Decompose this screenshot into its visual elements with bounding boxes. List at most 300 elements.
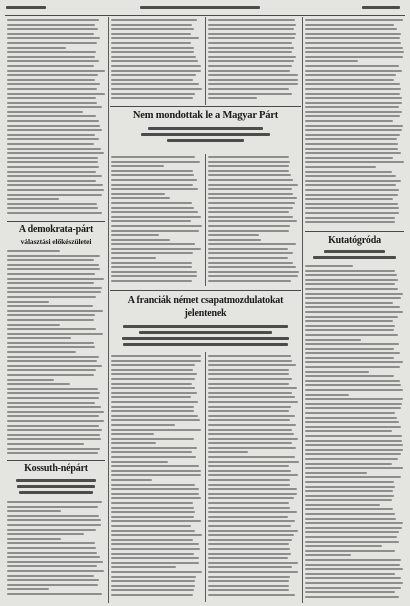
text-line bbox=[7, 448, 100, 450]
text-line bbox=[208, 156, 289, 158]
text-line bbox=[208, 548, 290, 550]
text-line bbox=[305, 504, 380, 506]
text-line bbox=[111, 42, 191, 44]
text-line bbox=[7, 561, 103, 563]
text-line bbox=[111, 419, 200, 421]
text-line bbox=[111, 216, 201, 218]
text-line bbox=[111, 406, 194, 408]
text-line bbox=[19, 491, 94, 494]
text-line bbox=[17, 485, 96, 488]
text-line bbox=[7, 33, 94, 35]
text-line bbox=[7, 552, 97, 554]
text-line bbox=[305, 19, 403, 21]
text-line bbox=[208, 88, 289, 90]
text-line bbox=[111, 184, 193, 186]
text-line bbox=[7, 452, 98, 454]
text-line bbox=[7, 374, 94, 376]
article-text bbox=[7, 250, 105, 458]
text-line bbox=[7, 111, 83, 113]
text-line bbox=[123, 325, 287, 328]
text-line bbox=[7, 278, 104, 280]
text-line bbox=[7, 324, 60, 326]
text-line bbox=[111, 234, 159, 236]
text-line bbox=[305, 361, 403, 363]
text-line bbox=[305, 582, 403, 584]
text-line bbox=[208, 60, 294, 62]
text-line bbox=[305, 148, 398, 150]
text-line bbox=[7, 310, 103, 312]
text-line bbox=[208, 557, 288, 559]
text-line bbox=[111, 456, 196, 458]
text-line bbox=[208, 207, 293, 209]
text-line bbox=[208, 97, 257, 99]
text-line bbox=[208, 74, 298, 76]
text-line bbox=[208, 502, 289, 504]
text-line bbox=[305, 435, 402, 437]
text-line bbox=[7, 383, 70, 385]
text-line bbox=[7, 194, 102, 196]
section-rule bbox=[110, 290, 301, 291]
text-line bbox=[305, 138, 397, 140]
text-line bbox=[7, 264, 99, 266]
text-line bbox=[305, 60, 358, 62]
text-line bbox=[7, 198, 59, 200]
text-line bbox=[7, 83, 100, 85]
text-line bbox=[111, 248, 201, 250]
text-line bbox=[305, 83, 400, 85]
article-text bbox=[208, 19, 299, 103]
french-headline-line-2: jelentenek bbox=[184, 308, 227, 319]
text-line bbox=[305, 449, 403, 451]
text-line bbox=[305, 175, 396, 177]
text-line bbox=[111, 525, 191, 527]
text-line bbox=[7, 337, 71, 339]
text-line bbox=[111, 493, 199, 495]
text-line bbox=[7, 207, 98, 209]
text-line bbox=[208, 24, 296, 26]
text-line bbox=[208, 266, 296, 268]
text-line bbox=[7, 319, 94, 321]
text-line bbox=[208, 543, 289, 545]
text-line bbox=[208, 56, 296, 58]
text-line bbox=[208, 406, 291, 408]
text-line bbox=[305, 444, 403, 446]
text-line bbox=[111, 530, 195, 532]
text-line bbox=[7, 588, 49, 590]
text-line bbox=[111, 24, 192, 26]
text-line bbox=[208, 433, 294, 435]
column-divider bbox=[108, 17, 109, 603]
text-line bbox=[111, 580, 195, 582]
text-line bbox=[111, 447, 197, 449]
text-line bbox=[208, 383, 289, 385]
text-line bbox=[208, 65, 292, 67]
text-line bbox=[7, 273, 95, 275]
text-line bbox=[111, 410, 194, 412]
text-line bbox=[208, 585, 289, 587]
text-line bbox=[111, 553, 194, 555]
text-line bbox=[111, 188, 198, 190]
column-divider bbox=[205, 352, 206, 602]
text-line bbox=[7, 115, 96, 117]
header-date bbox=[6, 6, 46, 12]
text-line bbox=[305, 591, 395, 593]
text-line bbox=[305, 398, 403, 400]
text-line bbox=[305, 320, 393, 322]
text-line bbox=[324, 250, 385, 253]
text-line bbox=[208, 355, 291, 357]
text-line bbox=[111, 516, 194, 518]
text-line bbox=[305, 166, 376, 168]
text-line bbox=[208, 19, 295, 21]
text-line bbox=[208, 553, 291, 555]
magyar-party-subheadline bbox=[140, 127, 271, 149]
text-line bbox=[111, 56, 196, 58]
text-line bbox=[111, 502, 193, 504]
text-line bbox=[305, 42, 401, 44]
text-line bbox=[7, 166, 99, 168]
text-line bbox=[305, 207, 399, 209]
text-line bbox=[111, 266, 192, 268]
text-line bbox=[305, 522, 403, 524]
text-line bbox=[111, 170, 193, 172]
text-line bbox=[111, 589, 194, 591]
text-line bbox=[7, 291, 101, 293]
text-line bbox=[7, 579, 99, 581]
text-line bbox=[305, 279, 398, 281]
text-line bbox=[7, 575, 94, 577]
text-line bbox=[305, 106, 399, 108]
text-line bbox=[305, 171, 392, 173]
text-line bbox=[7, 106, 102, 108]
text-line bbox=[111, 28, 194, 30]
text-line bbox=[7, 51, 96, 53]
text-line bbox=[111, 360, 201, 362]
text-line bbox=[305, 134, 400, 136]
text-line bbox=[7, 584, 98, 586]
text-line bbox=[305, 596, 399, 598]
text-line bbox=[305, 47, 403, 49]
text-line bbox=[111, 401, 198, 403]
text-line bbox=[208, 438, 298, 440]
article-text bbox=[111, 156, 202, 286]
text-line bbox=[305, 426, 401, 428]
text-line bbox=[305, 403, 402, 405]
text-line bbox=[208, 33, 296, 35]
text-line bbox=[7, 93, 105, 95]
text-line bbox=[7, 420, 104, 422]
text-line bbox=[208, 479, 290, 481]
text-line bbox=[305, 88, 401, 90]
text-line bbox=[208, 392, 292, 394]
text-line bbox=[111, 93, 195, 95]
text-line bbox=[305, 554, 351, 556]
text-line bbox=[305, 348, 394, 350]
text-line bbox=[111, 88, 202, 90]
text-line bbox=[305, 527, 402, 529]
text-line bbox=[7, 406, 101, 408]
text-line bbox=[111, 97, 193, 99]
text-line bbox=[111, 465, 199, 467]
text-line bbox=[7, 120, 99, 122]
text-line bbox=[111, 539, 193, 541]
article-text bbox=[111, 355, 202, 601]
text-line bbox=[208, 488, 297, 490]
text-line bbox=[7, 333, 103, 335]
text-line bbox=[208, 520, 295, 522]
text-line bbox=[208, 225, 290, 227]
text-line bbox=[111, 202, 192, 204]
article-text bbox=[7, 19, 105, 219]
text-line bbox=[305, 467, 403, 469]
text-line bbox=[305, 564, 400, 566]
text-line bbox=[7, 529, 96, 531]
text-line bbox=[208, 410, 289, 412]
kossuth-party-subheadline bbox=[14, 479, 98, 499]
text-line bbox=[111, 576, 196, 578]
text-line bbox=[305, 375, 394, 377]
text-line bbox=[7, 369, 96, 371]
text-line bbox=[7, 250, 60, 252]
text-line bbox=[208, 51, 292, 53]
text-line bbox=[7, 79, 95, 81]
text-line bbox=[305, 421, 399, 423]
text-line bbox=[7, 102, 97, 104]
text-line bbox=[208, 42, 292, 44]
text-line bbox=[208, 497, 294, 499]
text-line bbox=[305, 412, 395, 414]
text-line bbox=[305, 212, 399, 214]
text-line bbox=[111, 37, 199, 39]
text-line bbox=[7, 415, 99, 417]
text-line bbox=[7, 287, 102, 289]
text-line bbox=[305, 499, 392, 501]
text-line bbox=[7, 47, 66, 49]
section-rule bbox=[7, 221, 105, 222]
text-line bbox=[111, 438, 194, 440]
text-line bbox=[208, 202, 295, 204]
text-line bbox=[305, 274, 397, 276]
text-line bbox=[305, 297, 401, 299]
text-line bbox=[208, 83, 298, 85]
text-line bbox=[7, 524, 101, 526]
text-line bbox=[111, 585, 195, 587]
text-line bbox=[111, 396, 191, 398]
text-line bbox=[111, 275, 197, 277]
text-line bbox=[111, 507, 194, 509]
text-line bbox=[305, 513, 395, 515]
text-line bbox=[305, 440, 402, 442]
text-line bbox=[7, 175, 102, 177]
text-line bbox=[305, 24, 394, 26]
text-line bbox=[208, 28, 294, 30]
text-line bbox=[111, 415, 198, 417]
text-line bbox=[305, 339, 361, 341]
text-line bbox=[305, 37, 400, 39]
text-line bbox=[111, 369, 193, 371]
text-line bbox=[111, 74, 196, 76]
text-line bbox=[111, 571, 202, 573]
text-line bbox=[208, 369, 289, 371]
text-line bbox=[305, 531, 399, 533]
text-line bbox=[7, 328, 96, 330]
text-line bbox=[305, 203, 398, 205]
text-line bbox=[7, 19, 99, 21]
text-line bbox=[208, 387, 297, 389]
text-line bbox=[111, 225, 202, 227]
text-line bbox=[305, 74, 396, 76]
text-line bbox=[305, 115, 400, 117]
text-line bbox=[305, 545, 382, 547]
text-line bbox=[111, 257, 156, 259]
header-page-number bbox=[362, 6, 400, 12]
text-line bbox=[305, 157, 393, 159]
text-line bbox=[111, 161, 200, 163]
text-line bbox=[7, 506, 98, 508]
text-line bbox=[208, 566, 292, 568]
text-line bbox=[305, 311, 403, 313]
text-line bbox=[208, 234, 259, 236]
text-line bbox=[7, 565, 97, 567]
text-line bbox=[111, 442, 156, 444]
article-text bbox=[208, 156, 299, 286]
text-line bbox=[208, 252, 293, 254]
text-line bbox=[305, 518, 396, 520]
text-line bbox=[208, 220, 297, 222]
text-line bbox=[305, 453, 401, 455]
text-line bbox=[305, 283, 395, 285]
text-line bbox=[111, 433, 154, 435]
text-line bbox=[208, 373, 289, 375]
text-line bbox=[7, 379, 54, 381]
section-rule bbox=[305, 231, 404, 232]
text-line bbox=[305, 65, 399, 67]
text-line bbox=[111, 230, 199, 232]
text-line bbox=[305, 536, 397, 538]
text-line bbox=[305, 161, 404, 163]
text-line bbox=[7, 138, 99, 140]
text-line bbox=[7, 70, 105, 72]
text-line bbox=[305, 458, 398, 460]
text-line bbox=[111, 451, 192, 453]
text-line bbox=[111, 534, 202, 536]
text-line bbox=[208, 419, 290, 421]
text-line bbox=[148, 127, 263, 130]
text-line bbox=[208, 188, 292, 190]
text-line bbox=[208, 511, 297, 513]
text-line bbox=[305, 384, 401, 386]
text-line bbox=[111, 392, 197, 394]
text-line bbox=[111, 65, 201, 67]
text-line bbox=[7, 255, 100, 257]
text-line bbox=[208, 184, 298, 186]
text-line bbox=[7, 42, 97, 44]
article-text bbox=[111, 19, 202, 103]
text-line bbox=[7, 296, 96, 298]
text-line bbox=[208, 396, 295, 398]
text-line bbox=[208, 239, 261, 241]
text-line bbox=[305, 217, 395, 219]
text-line bbox=[208, 243, 296, 245]
text-line bbox=[7, 346, 95, 348]
text-line bbox=[208, 539, 292, 541]
text-line bbox=[111, 262, 192, 264]
text-line bbox=[208, 262, 293, 264]
text-line bbox=[7, 143, 94, 145]
text-line bbox=[7, 88, 97, 90]
text-line bbox=[305, 143, 398, 145]
text-line bbox=[7, 134, 95, 136]
text-line bbox=[167, 139, 244, 142]
text-line bbox=[208, 248, 288, 250]
text-line bbox=[305, 407, 401, 409]
text-line bbox=[305, 28, 397, 30]
text-line bbox=[305, 288, 398, 290]
text-line bbox=[7, 570, 104, 572]
text-line bbox=[305, 352, 400, 354]
text-line bbox=[208, 576, 290, 578]
text-line bbox=[305, 577, 401, 579]
text-line bbox=[208, 429, 292, 431]
text-line bbox=[305, 184, 396, 186]
text-line bbox=[305, 380, 400, 382]
text-line bbox=[7, 388, 98, 390]
text-line bbox=[111, 562, 199, 564]
french-lead-paragraph bbox=[114, 325, 297, 350]
text-line bbox=[305, 486, 395, 488]
article-text bbox=[305, 265, 404, 601]
text-line bbox=[305, 189, 399, 191]
text-line bbox=[208, 424, 296, 426]
text-line bbox=[111, 470, 201, 472]
democrat-party-subheadline: választási előkészületei bbox=[20, 237, 92, 246]
text-line bbox=[7, 74, 98, 76]
text-line bbox=[111, 488, 199, 490]
text-line bbox=[111, 239, 170, 241]
text-line bbox=[305, 559, 401, 561]
text-line bbox=[208, 257, 288, 259]
text-line bbox=[208, 589, 289, 591]
text-line bbox=[7, 305, 93, 307]
kossuth-party-headline: Kossuth-népárt bbox=[24, 463, 88, 474]
text-line bbox=[313, 256, 396, 259]
text-line bbox=[208, 174, 291, 176]
text-line bbox=[208, 562, 298, 564]
text-line bbox=[208, 474, 298, 476]
text-line bbox=[208, 594, 295, 596]
text-line bbox=[111, 243, 195, 245]
text-line bbox=[111, 594, 193, 596]
text-line bbox=[7, 259, 94, 261]
text-line bbox=[111, 378, 195, 380]
text-line bbox=[111, 271, 197, 273]
text-line bbox=[305, 180, 401, 182]
text-line bbox=[7, 56, 95, 58]
text-line bbox=[7, 148, 101, 150]
text-line bbox=[305, 302, 393, 304]
text-line bbox=[111, 387, 195, 389]
article-text bbox=[305, 19, 404, 229]
text-line bbox=[305, 221, 395, 223]
text-line bbox=[305, 152, 401, 154]
text-line bbox=[7, 24, 95, 26]
text-line bbox=[7, 60, 99, 62]
text-line bbox=[7, 510, 61, 512]
text-line bbox=[7, 203, 97, 205]
text-line bbox=[111, 60, 198, 62]
text-line bbox=[208, 525, 291, 527]
text-line bbox=[7, 542, 95, 544]
